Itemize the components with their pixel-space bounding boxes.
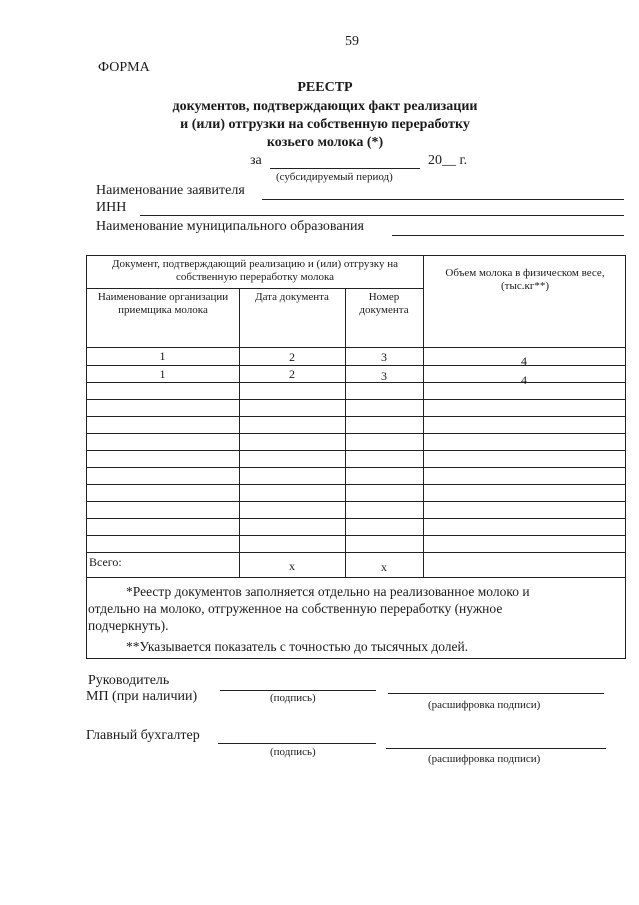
col-header-organization: Наименование организации приемщика молока	[97, 291, 229, 316]
title-line-1: РЕЕСТР	[297, 80, 353, 95]
row2-col4: 4	[521, 373, 527, 387]
municipality-label: Наименование муниципального образования	[96, 219, 364, 234]
row1-col1: 1	[159, 349, 166, 363]
page-number: 59	[345, 34, 359, 49]
title-line-2: документов, подтверждающих факт реализации	[172, 99, 478, 114]
registry-table	[86, 255, 626, 658]
head-signature-caption: (подпись)	[270, 692, 316, 704]
period-line	[270, 168, 420, 169]
inn-line[interactable]	[140, 215, 624, 216]
note1-line3: подчеркнуть).	[88, 618, 169, 633]
period-caption: (субсидируемый период)	[276, 171, 393, 183]
form-label: ФОРМА	[98, 60, 150, 75]
total-date-x: x	[289, 559, 295, 573]
accountant-decoding-line[interactable]	[386, 748, 606, 749]
row2-col2: 2	[289, 367, 295, 381]
title-line-3: и (или) отгрузки на собственную переработку	[180, 117, 470, 132]
head-decoding-caption: (расшифровка подписи)	[428, 699, 541, 711]
period-prefix: за	[250, 153, 262, 168]
accountant-signature-caption: (подпись)	[270, 746, 316, 758]
period-year: 20__ г.	[428, 153, 468, 168]
row1-col3: 3	[381, 350, 387, 364]
municipality-line[interactable]	[392, 235, 624, 236]
note1-line2: отдельно на молоко, отгруженное на собственную переработку (нужное	[88, 601, 503, 616]
accountant-label: Главный бухгалтер	[86, 728, 200, 743]
inn-label: ИНН	[96, 200, 127, 215]
head-signature-line[interactable]	[220, 690, 376, 691]
note2: **Указывается показатель с точностью до тысячных долей.	[126, 639, 469, 654]
note1-line1: *Реестр документов заполняется отдельно на реализованное молоко и	[126, 584, 530, 599]
table-group-header: Документ, подтверждающий реализацию и (или) отгрузку на собственную переработку молока	[112, 258, 398, 283]
head-decoding-line[interactable]	[388, 693, 604, 694]
title-line-4: козьего молока (*)	[266, 135, 384, 150]
col-header-volume: Объем молока в физическом весе, (тыс.кг**)	[445, 267, 605, 292]
row1-col2: 2	[289, 350, 295, 364]
row2-col1: 1	[159, 367, 166, 381]
accountant-decoding-caption: (расшифровка подписи)	[428, 753, 541, 765]
col-header-date: Дата документа	[255, 291, 329, 303]
row2-col3: 3	[381, 369, 387, 383]
applicant-line[interactable]	[262, 199, 624, 200]
applicant-label: Наименование заявителя	[96, 183, 245, 198]
mp-label: МП (при наличии)	[86, 689, 198, 704]
total-label: Всего:	[89, 555, 122, 569]
head-label: Руководитель	[88, 673, 170, 688]
row1-col4: 4	[521, 354, 527, 368]
col-header-number: Номер документа	[359, 291, 409, 316]
accountant-signature-line[interactable]	[218, 743, 376, 744]
total-number-x: x	[381, 560, 387, 574]
